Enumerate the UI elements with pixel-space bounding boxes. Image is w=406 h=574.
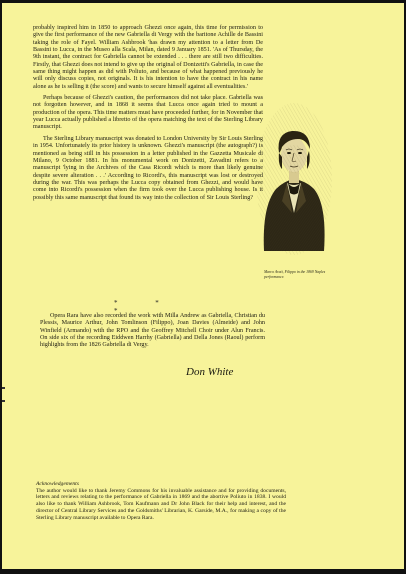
body-paragraph-2: Perhaps because of Ghezzi's caution, the performances did not take place. Gabriella was not forgotten however, and in 1868 it seems that Lucca once again tried to mount a production of the opera. This time matters must have proceeded further, for in November that year Lucca actually published a libretto of the opera matching the text of the Sterling Library manuscript.	[33, 95, 263, 131]
section-divider-stars: * * *	[114, 299, 177, 315]
acknowledgements-section	[36, 481, 286, 521]
author-signature: Don White	[186, 366, 234, 378]
portrait-caption: Marco Arati, Filippo in the 1869 Naples performance.	[264, 270, 326, 279]
acknowledgements-heading: Acknowledgements	[36, 481, 79, 487]
document-page	[2, 3, 404, 569]
recordings-paragraph: Opera Rara have also recorded the work with Milla Andrew as Gabriella, Christian du Plessis, Maurice Arthur, John Tomlinson (Filippo), Joan Davies (Almeide) and John Winfield (Armando) with the RPO and the Geoffrey Mitchell Choir under Alun Francis. On side six of the recording Eiddwen Harrhy (Gabriella) and Della Jones (Raoul) perform highlights from the 1826 Gabriella di Vergy.	[40, 313, 265, 349]
body-paragraph-1: probably inspired him in 1850 to approach Ghezzi once again, this time for permission to give the first performance of the new Gabriella di Vergy with the baritone Achille de Bassini taking the role of Fayel. William Ashbrook 'has drawn my attention to a letter from De Bassini to Lucca, in the Museo alla Scala, Milan, dated 9 January 1851. 'As of Thursday, the 9th instant, the contract for Gabriella cannot be extended . . . there are still two difficulties. Firstly, that Ghezzi does not intend to give up the original of Donizetti's Gabriella, in case the same thing might happen as did with Poliuto, and because of what happened previously he will only discuss copies, not originals. It is his intention to have the contract in his name alone as he is selling it (the score) and wants to secure himself against all eventualities.'	[33, 25, 263, 90]
margin-mark	[2, 400, 5, 402]
body-paragraph-3: The Sterling Library manuscript was donated to London University by Sir Louis Sterling in 1954. Unfortunately its prior history is unknown. Ghezzi's manuscript (the autograph?) is mentioned as being still in his possession in a letter published in the Gazzetta Musicale di Milano, 9 October 1881. In his monumental work on Donizetti, Zavadini refers to a manuscript 'lying in the Archives of the Casa Ricordi which is more than likely genuine despite severe alteration . . .' According to Ricordi's, this manuscript was lost or destroyed during the war. This was perhaps the Lucca copy obtained from Ghezzi, and would have come into Ricordi's possession when the firm took over the Lucca publishing house. Is it possibly this same manuscript that found its way into the collection of Sir Louis Sterling?	[33, 135, 263, 201]
acknowledgements-text: The author would like to thank Jeremy Commons for his invaluable assistance and for providing documents, letters and reviews relating to the performance of Gabriella in 1869 and the abortive Poliuto in 1838. I would also like to thank William Ashbrook, Tom Kaufmann and Dr John Black for their help and interest, and the director of Central Library Services and the Goldsmiths' Librarian, K. Garside, M.A., for making a copy of the Sterling Library manuscript available to Opera Rara.	[36, 487, 286, 521]
margin-mark	[2, 387, 5, 389]
portrait-engraving	[254, 101, 334, 261]
article-body	[33, 25, 263, 202]
